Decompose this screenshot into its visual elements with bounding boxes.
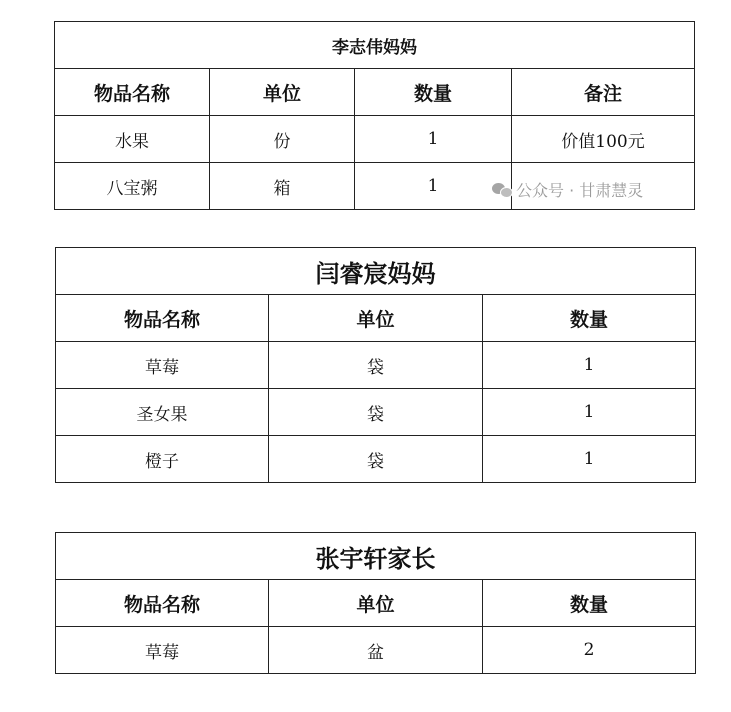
watermark xyxy=(492,178,643,201)
header-item-name: 物品名称 xyxy=(56,580,269,627)
cell-quantity: 1 xyxy=(355,116,512,163)
header-item-name: 物品名称 xyxy=(56,295,269,342)
table-row xyxy=(55,116,695,163)
cell-remark: 价值100元 xyxy=(512,116,695,163)
table-title: 李志伟妈妈 xyxy=(55,22,695,69)
table-row xyxy=(56,389,696,436)
header-unit: 单位 xyxy=(210,69,355,116)
header-unit: 单位 xyxy=(269,295,483,342)
cell-unit: 箱 xyxy=(210,163,355,210)
table-row xyxy=(56,627,696,674)
cell-item-name: 草莓 xyxy=(56,342,269,389)
cell-quantity: 1 xyxy=(355,163,512,210)
table-title: 张宇轩家长 xyxy=(56,533,696,580)
header-quantity: 数量 xyxy=(483,295,696,342)
table-row xyxy=(56,436,696,483)
header-quantity: 数量 xyxy=(355,69,512,116)
cell-unit: 袋 xyxy=(269,436,483,483)
cell-quantity: 2 xyxy=(483,627,696,674)
cell-unit: 袋 xyxy=(269,389,483,436)
cell-item-name: 橙子 xyxy=(56,436,269,483)
cell-item-name: 草莓 xyxy=(56,627,269,674)
donation-table-3 xyxy=(55,532,696,674)
table-row xyxy=(56,342,696,389)
donation-table-2 xyxy=(55,247,696,483)
header-remark: 备注 xyxy=(512,69,695,116)
wechat-icon xyxy=(492,182,512,198)
cell-quantity: 1 xyxy=(483,342,696,389)
cell-item-name: 圣女果 xyxy=(56,389,269,436)
cell-quantity: 1 xyxy=(483,389,696,436)
header-unit: 单位 xyxy=(269,580,483,627)
cell-item-name: 八宝粥 xyxy=(55,163,210,210)
header-quantity: 数量 xyxy=(483,580,696,627)
cell-unit: 袋 xyxy=(269,342,483,389)
watermark-text: 公众号 · 甘肃慧灵 xyxy=(516,181,644,200)
header-item-name: 物品名称 xyxy=(55,69,210,116)
cell-unit: 盆 xyxy=(269,627,483,674)
cell-quantity: 1 xyxy=(483,436,696,483)
cell-item-name: 水果 xyxy=(55,116,210,163)
cell-unit: 份 xyxy=(210,116,355,163)
table-title: 闫睿宸妈妈 xyxy=(56,248,696,295)
